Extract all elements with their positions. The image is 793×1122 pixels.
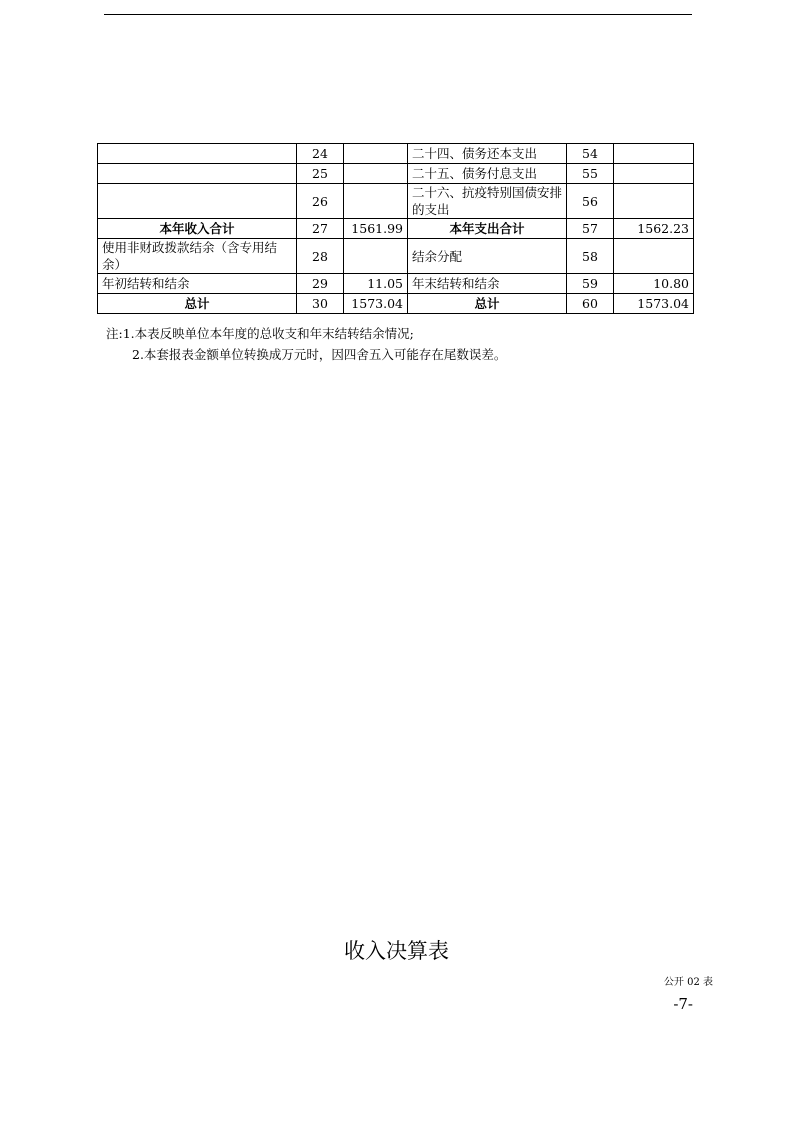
- left-row-number: 30: [297, 294, 344, 314]
- left-item-label: 年初结转和结余: [98, 274, 297, 294]
- table-notes: [106, 323, 506, 365]
- right-amount: 1573.04: [614, 294, 694, 314]
- table-row: [98, 144, 694, 164]
- note-line-1: 注:1.本表反映单位本年度的总收支和年末结转结余情况;: [106, 326, 414, 341]
- income-expense-table: [97, 143, 694, 314]
- right-amount: [614, 164, 694, 184]
- table-row: [98, 239, 694, 274]
- left-amount: [344, 144, 408, 164]
- right-row-number: 58: [567, 239, 614, 274]
- left-item-label: [98, 164, 297, 184]
- left-amount: 1561.99: [344, 219, 408, 239]
- left-row-number: 28: [297, 239, 344, 274]
- right-amount: [614, 239, 694, 274]
- right-amount: 1562.23: [614, 219, 694, 239]
- right-amount: 10.80: [614, 274, 694, 294]
- left-row-number: 24: [297, 144, 344, 164]
- left-item-label: 总计: [98, 294, 297, 314]
- left-row-number: 25: [297, 164, 344, 184]
- left-amount: [344, 184, 408, 219]
- right-item-label: 二十六、抗疫特别国债安排的支出: [408, 184, 567, 219]
- left-amount: [344, 239, 408, 274]
- right-item-label: 总计: [408, 294, 567, 314]
- left-item-label: [98, 184, 297, 219]
- right-row-number: 59: [567, 274, 614, 294]
- right-row-number: 60: [567, 294, 614, 314]
- right-item-label: 年末结转和结余: [408, 274, 567, 294]
- right-row-number: 57: [567, 219, 614, 239]
- right-row-number: 54: [567, 144, 614, 164]
- right-row-number: 56: [567, 184, 614, 219]
- page-number: -7-: [673, 995, 693, 1013]
- right-amount: [614, 144, 694, 164]
- right-item-label: 二十四、债务还本支出: [408, 144, 567, 164]
- table-row: [98, 294, 694, 314]
- left-amount: [344, 164, 408, 184]
- left-row-number: 26: [297, 184, 344, 219]
- right-item-label: 结余分配: [408, 239, 567, 274]
- table-row: [98, 164, 694, 184]
- table-row: [98, 219, 694, 239]
- table-row: [98, 274, 694, 294]
- section-title: 收入决算表: [344, 939, 449, 963]
- header-rule: [104, 14, 692, 15]
- left-item-label: 本年收入合计: [98, 219, 297, 239]
- left-item-label: 使用非财政拨款结余（含专用结余）: [98, 239, 297, 274]
- right-item-label: 二十五、债务付息支出: [408, 164, 567, 184]
- table-row: [98, 184, 694, 219]
- right-row-number: 55: [567, 164, 614, 184]
- left-row-number: 27: [297, 219, 344, 239]
- left-item-label: [98, 144, 297, 164]
- right-amount: [614, 184, 694, 219]
- form-code: 公开 02 表: [663, 977, 713, 988]
- left-amount: 1573.04: [344, 294, 408, 314]
- note-line-2: 2.本套报表金额单位转换成万元时，因四舍五入可能存在尾数误差。: [132, 347, 507, 362]
- right-item-label: 本年支出合计: [408, 219, 567, 239]
- left-row-number: 29: [297, 274, 344, 294]
- left-amount: 11.05: [344, 274, 408, 294]
